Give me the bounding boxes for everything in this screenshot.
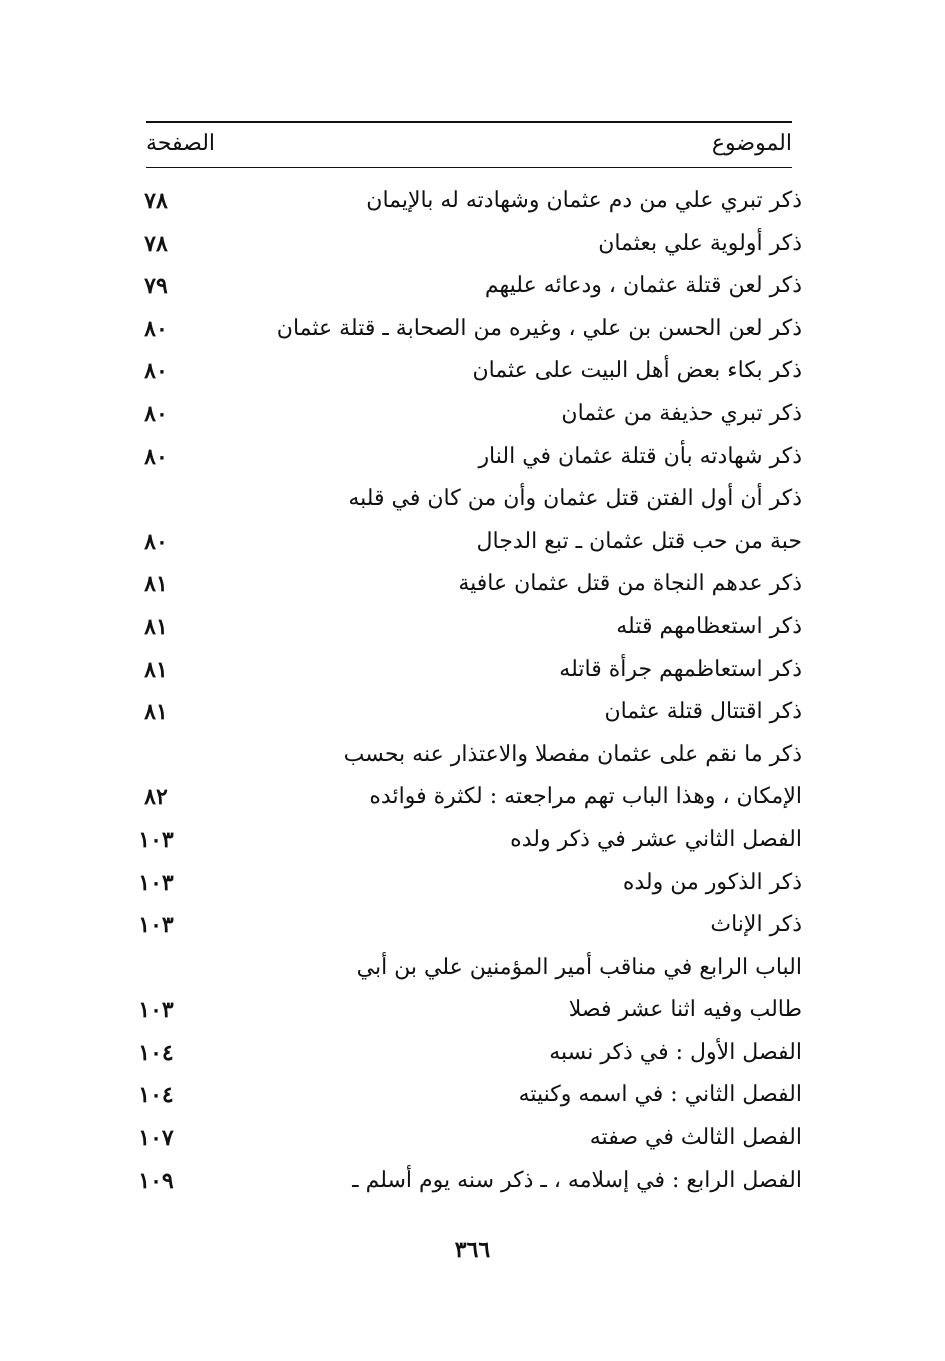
toc-entry xyxy=(120,223,810,266)
toc-entry-title: ذكر ما نقم على عثمان مفصلا والاعتذار عنه بحسب xyxy=(343,741,802,767)
toc-entry-title: ذكر أن أول الفتن قتل عثمان وأن من كان في قلبه xyxy=(348,486,802,512)
toc-entry-page: ٨٢ xyxy=(144,784,168,811)
toc-entry-title: ذكر لعن قتلة عثمان ، ودعائه عليهم xyxy=(484,273,802,299)
toc-entry xyxy=(120,308,810,351)
toc-entry-title: ذكر لعن الحسن بن علي ، وغيره من الصحابة ـ قتلة عثمان xyxy=(276,315,802,341)
header-bottom-rule xyxy=(146,167,792,168)
toc-entry-page: ٨٠ xyxy=(144,358,168,385)
toc-entry-page: ٧٨ xyxy=(144,230,168,257)
toc-entry xyxy=(120,776,810,819)
toc-entry-title: ذكر أولوية علي بعثمان xyxy=(598,230,802,256)
toc-entry-page: ١٠٣ xyxy=(138,869,174,896)
toc-entry-title: ذكر استعظامهم قتله xyxy=(616,613,802,639)
toc-entry-page: ٨١ xyxy=(144,571,168,598)
toc-entry-page: ١٠٩ xyxy=(138,1167,174,1194)
toc-entry xyxy=(120,563,810,606)
toc-entry-page: ١٠٧ xyxy=(138,1125,174,1152)
toc-entry-title: ذكر اقتتال قتلة عثمان xyxy=(604,699,802,725)
toc-entry-title: ذكر شهادته بأن قتلة عثمان في النار xyxy=(478,443,802,469)
toc-entry-title: ذكر بكاء بعض أهل البيت على عثمان xyxy=(472,358,802,384)
toc-entry xyxy=(120,819,810,862)
toc-entry-page: ٨٠ xyxy=(144,400,168,427)
toc-entry xyxy=(120,393,810,436)
toc-entry-title: ذكر الإناث xyxy=(710,912,802,938)
toc-entry xyxy=(120,989,810,1032)
toc-entry-page: ١٠٤ xyxy=(138,1039,174,1066)
toc-entry-title: الفصل الثالث في صفته xyxy=(589,1125,802,1151)
toc-entry-page: ٧٩ xyxy=(144,273,168,300)
toc-entry-title: الفصل الرابع : في إسلامه ، ـ ذكر سنه يوم أسلم ـ xyxy=(352,1167,802,1193)
toc-entry-title: الفصل الأول : في ذكر نسبه xyxy=(549,1039,802,1065)
toc-entry-title: ذكر استعاظمهم جرأة قاتله xyxy=(559,656,802,682)
toc-entry xyxy=(120,649,810,692)
toc-entry-title: حبة من حب قتل عثمان ـ تبع الدجال xyxy=(476,528,802,554)
toc-entry-page: ٨١ xyxy=(144,699,168,726)
toc-entry-title: الإمكان ، وهذا الباب تهم مراجعته : لكثرة فوائده xyxy=(369,784,802,810)
header-top-rule xyxy=(146,121,792,123)
toc-entry xyxy=(120,1160,810,1203)
toc-entry-page: ١٠٣ xyxy=(138,997,174,1024)
toc-entry xyxy=(120,691,810,734)
toc-entry xyxy=(120,436,810,479)
toc-entry xyxy=(120,350,810,393)
toc-entry xyxy=(120,904,810,947)
toc-entry xyxy=(120,180,810,223)
toc-entry-page: ٨١ xyxy=(144,613,168,640)
page-number: ٣٦٦ xyxy=(454,1237,491,1263)
toc-entry xyxy=(120,734,810,777)
toc-entry xyxy=(120,521,810,564)
toc-entry xyxy=(120,1032,810,1075)
toc-entry-page: ٨٠ xyxy=(144,528,168,555)
toc-entry xyxy=(120,947,810,990)
toc-entry-page: ٨١ xyxy=(144,656,168,683)
toc-entry xyxy=(120,265,810,308)
toc-entry xyxy=(120,478,810,521)
toc-entry-title: ذكر الذكور من ولده xyxy=(622,869,802,895)
header-page-label: الصفحة xyxy=(146,131,216,156)
toc-entry-title: طالب وفيه اثنا عشر فصلا xyxy=(568,997,802,1023)
toc-entry-page: ١٠٣ xyxy=(138,826,174,853)
toc-entry-page: ١٠٣ xyxy=(138,912,174,939)
table-of-contents xyxy=(120,180,810,1202)
toc-entry-page: ٨٠ xyxy=(144,315,168,342)
toc-entry-title: الباب الرابع في مناقب أمير المؤمنين علي بن أبي xyxy=(356,954,802,980)
toc-entry-title: الفصل الثاني : في اسمه وكنيته xyxy=(518,1082,802,1108)
toc-entry-page: ١٠٤ xyxy=(138,1082,174,1109)
toc-entry xyxy=(120,1117,810,1160)
toc-entry xyxy=(120,606,810,649)
toc-entry-page: ٧٨ xyxy=(144,188,168,214)
toc-entry-title: الفصل الثاني عشر في ذكر ولده xyxy=(510,826,802,852)
toc-entry xyxy=(120,1074,810,1117)
toc-entry xyxy=(120,862,810,905)
toc-entry-page: ٨٠ xyxy=(144,443,168,470)
toc-entry-title: ذكر عدهم النجاة من قتل عثمان عافية xyxy=(458,571,802,597)
header-topic-label: الموضوع xyxy=(711,131,792,156)
toc-entry-title: ذكر تبري حذيفة من عثمان xyxy=(561,400,802,426)
toc-entry-title: ذكر تبري علي من دم عثمان وشهادته له بالإيمان xyxy=(366,188,802,213)
